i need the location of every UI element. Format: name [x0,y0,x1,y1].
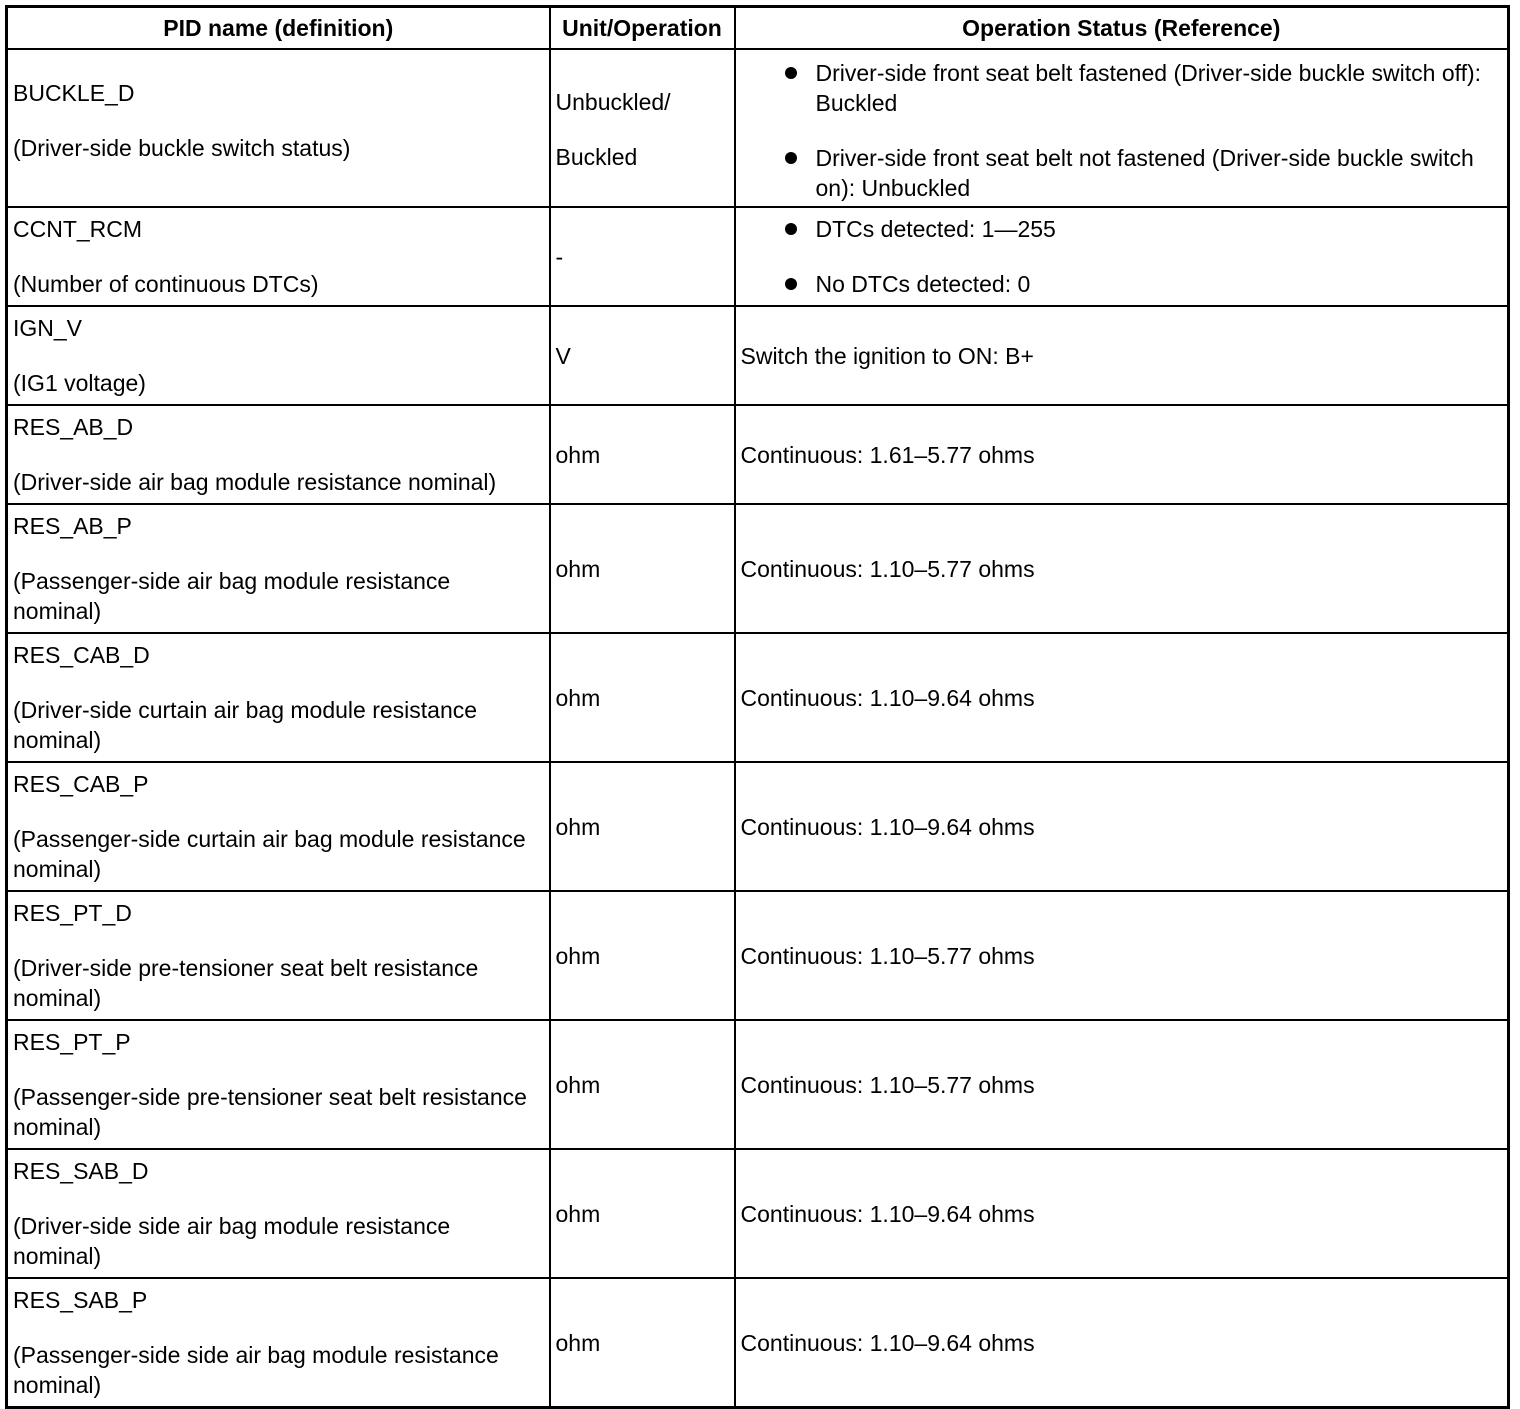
pid-definition: (Passenger-side side air bag module resistance nominal) [13,1342,499,1398]
table-row [7,49,1509,207]
unit-cell: ohm [550,762,735,891]
pid-table [5,5,1510,1409]
pid-name: BUCKLE_D [13,80,135,106]
status-bullet-list [741,214,1503,299]
unit-cell: ohm [550,405,735,504]
unit-value: Buckled [555,144,638,170]
pid-definition: (Number of continuous DTCs) [13,271,319,297]
pid-cell [7,207,550,306]
header-unit-operation: Unit/Operation [550,7,735,50]
pid-cell [7,762,550,891]
unit-cell: ohm [550,633,735,762]
status-cell [735,49,1509,207]
status-cell: Continuous: 1.10–9.64 ohms [735,633,1509,762]
table-row [7,1149,1509,1278]
pid-cell [7,405,550,504]
header-operation-status: Operation Status (Reference) [735,7,1509,50]
pid-name: RES_SAB_D [13,1158,149,1184]
pid-definition: (Driver-side air bag module resistance nominal) [13,469,497,495]
pid-name: IGN_V [13,315,83,341]
table-row [7,633,1509,762]
table-row [7,1020,1509,1149]
pid-name: CCNT_RCM [13,216,143,242]
table-row [7,207,1509,306]
pid-cell [7,1020,550,1149]
table-row [7,762,1509,891]
pid-definition: (Passenger-side curtain air bag module resistance nominal) [13,826,526,882]
pid-cell [7,1149,550,1278]
table-row [7,504,1509,633]
pid-definition: (Passenger-side air bag module resistance nominal) [13,568,451,624]
status-cell: Continuous: 1.10–5.77 ohms [735,1020,1509,1149]
status-cell: Continuous: 1.61–5.77 ohms [735,405,1509,504]
unit-cell [550,49,735,207]
status-bullet-list [741,58,1503,203]
pid-cell [7,891,550,1020]
unit-cell: - [550,207,735,306]
pid-cell [7,1278,550,1408]
status-cell: Switch the ignition to ON: B+ [735,306,1509,405]
status-bullet-item: No DTCs detected: 0 [816,269,1503,299]
table-row [7,1278,1509,1408]
status-bullet-item: Driver-side front seat belt not fastened (Driver-side buckle switch on): Unbuckled [816,143,1503,203]
pid-cell [7,633,550,762]
header-pid-name: PID name (definition) [7,7,550,50]
status-bullet-item: Driver-side front seat belt fastened (Driver-side buckle switch off): Buckled [816,58,1503,118]
pid-name: RES_CAB_D [13,642,150,668]
pid-cell [7,504,550,633]
unit-cell: ohm [550,1149,735,1278]
pid-name: RES_PT_P [13,1029,131,1055]
pid-definition: (Driver-side pre-tensioner seat belt resistance nominal) [13,955,479,1011]
status-cell: Continuous: 1.10–9.64 ohms [735,1278,1509,1408]
pid-definition: (Driver-side buckle switch status) [13,135,351,161]
pid-definition: (Driver-side curtain air bag module resistance nominal) [13,697,478,753]
header-row [7,7,1509,50]
status-cell [735,207,1509,306]
pid-name: RES_PT_D [13,900,132,926]
status-bullet-item: DTCs detected: 1—255 [816,214,1503,244]
status-cell: Continuous: 1.10–5.77 ohms [735,891,1509,1020]
pid-name: RES_SAB_P [13,1287,148,1313]
unit-cell: ohm [550,891,735,1020]
pid-cell [7,49,550,207]
unit-cell: ohm [550,504,735,633]
pid-definition: (IG1 voltage) [13,370,146,396]
status-cell: Continuous: 1.10–5.77 ohms [735,504,1509,633]
status-cell: Continuous: 1.10–9.64 ohms [735,762,1509,891]
unit-cell: ohm [550,1020,735,1149]
table-row [7,405,1509,504]
unit-value: Unbuckled/ [555,89,671,115]
pid-name: RES_AB_P [13,513,132,539]
pid-cell [7,306,550,405]
pid-definition: (Driver-side side air bag module resistance nominal) [13,1213,451,1269]
table-row [7,891,1509,1020]
table-row [7,306,1509,405]
pid-name: RES_AB_D [13,414,134,440]
pid-name: RES_CAB_P [13,771,149,797]
status-cell: Continuous: 1.10–9.64 ohms [735,1149,1509,1278]
unit-cell: V [550,306,735,405]
pid-definition: (Passenger-side pre-tensioner seat belt resistance nominal) [13,1084,527,1140]
unit-cell: ohm [550,1278,735,1408]
